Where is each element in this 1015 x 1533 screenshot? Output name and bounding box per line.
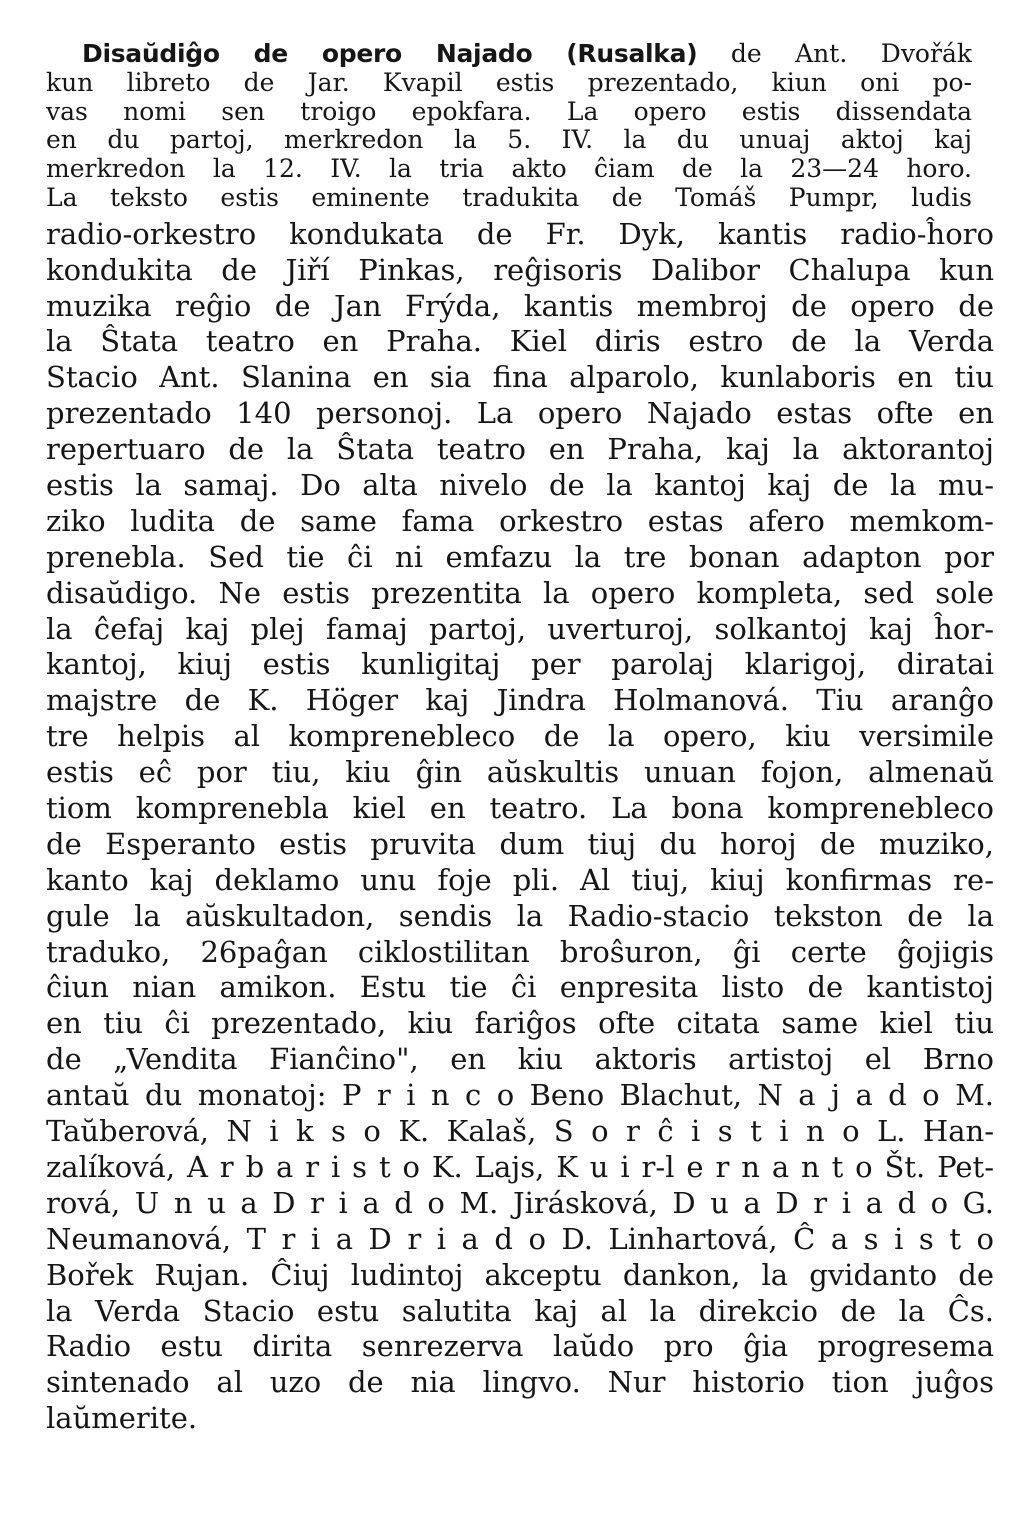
body-line: gule la aŭskultadon, sendis la Radio-stacio tekston de la [46,898,994,933]
article [46,40,994,1437]
intro-line: La teksto estis eminente tradukita de Tomáš Pumpr, ludis [46,183,972,212]
body-line: de „Vendita Fianĉino", en kiu aktoris artistoj el Brno [46,1042,994,1077]
body-line: de Esperanto estis pruvita dum tiuj du horoj de muziko, [46,826,994,861]
article-title: Disaŭdiĝo de opero Najado (Rusalka) [82,40,698,68]
body-line: ĉiun nian amikon. Estu tie ĉi enpresita listo de kantistoj [46,970,994,1005]
intro-line [46,40,972,69]
intro-line: kun libreto de Jar. Kvapil estis prezentado, kiun oni po- [46,68,972,97]
intro-paragraph [46,40,972,213]
body-line: majstre de K. Höger kaj Jindra Holmanová. Tiu aranĝo [46,683,994,718]
body-line: Bořek Rujan. Ĉiuj ludintoj akceptu dankon, la gvidanto de [46,1257,994,1292]
body-line: Stacio Ant. Slanina en sia fina alparolo, kunlaboris en tiu [46,360,994,395]
body-line: kantoj, kiuj estis kunligitaj per parolaj klarigoj, diratai [46,647,994,682]
intro-line: en du partoj, merkredon la 5. IV. la du unuaj aktoj kaj [46,126,972,155]
body-line: kanto kaj deklamo unu foje pli. Al tiuj, kiuj konfirmas re- [46,862,994,897]
body-line: muzika reĝio de Jan Frýda, kantis membroj de opero de [46,288,994,323]
body-paragraph [46,217,994,1437]
body-line: prenebla. Sed tie ĉi ni emfazu la tre bonan adapton por [46,539,994,574]
body-line: la Verda Stacio estu salutita kaj al la direkcio de la Ĉs. [46,1293,994,1328]
body-line: Neumanová, T r i a D r i a d o D. Linhartová, Ĉ a s i s t o [46,1221,994,1256]
body-line: zalíková, A r b a r i s t o K. Lajs, K u i r-l e r n a n t o Št. Pet- [46,1149,994,1184]
body-line: prezentado 140 personoj. La opero Najado estas ofte en [46,396,994,431]
body-line: la ĉefaj kaj plej famaj partoj, uverturoj, solkantoj kaj ĥor- [46,611,994,646]
body-line: sintenado al uzo de nia lingvo. Nur historio tion juĝos [46,1365,994,1400]
intro-line: vas nomi sen troigo epokfara. La opero estis dissendata [46,97,972,126]
body-line: estis la samaj. Do alta nivelo de la kantoj kaj de la mu- [46,468,994,503]
body-line: kondukita de Jiří Pinkas, reĝisoris Dalibor Chalupa kun [46,252,994,287]
body-line: repertuaro de la Ŝtata teatro en Praha, kaj la aktorantoj [46,432,994,467]
body-line: antaŭ du monatoj: P r i n c o Beno Blachut, N a j a d o M. [46,1078,994,1113]
body-line: tre helpis al komprenebleco de la opero, kiu versimile [46,719,994,754]
body-line: radio-orkestro kondukata de Fr. Dyk, kantis radio-ĥoro [46,216,994,251]
body-line: rová, U n u a D r i a d o M. Jirásková, D u a D r i a d o G. [46,1185,994,1220]
body-line: ziko ludita de same fama orkestro estas afero memkom- [46,503,994,538]
body-line: disaŭdigo. Ne estis prezentita la opero kompleta, sed sole [46,575,994,610]
body-line: Taŭberová, N i k s o K. Kalaš, S o r ĉ i s t i n o L. Han- [46,1114,994,1149]
intro-line-text: de Ant. Dvořák [697,40,972,68]
intro-line: merkredon la 12. IV. la tria akto ĉiam de la 23—24 horo. [46,155,972,184]
body-line: en tiu ĉi prezentado, kiu fariĝos ofte citata same kiel tiu [46,1006,994,1041]
body-line: traduko, 26paĝan ciklostilitan broŝuron, ĝi certe ĝojigis [46,934,994,969]
body-line-last: laŭmerite. [46,1401,198,1436]
body-line: tiom komprenebla kiel en teatro. La bona komprenebleco [46,791,994,826]
body-line: Radio estu dirita senrezerva laŭdo pro ĝia progresema [46,1329,994,1364]
body-line: la Ŝtata teatro en Praha. Kiel diris estro de la Verda [46,324,994,359]
body-line: estis eĉ por tiu, kiu ĝin aŭskultis unuan fojon, almenaŭ [46,755,994,790]
